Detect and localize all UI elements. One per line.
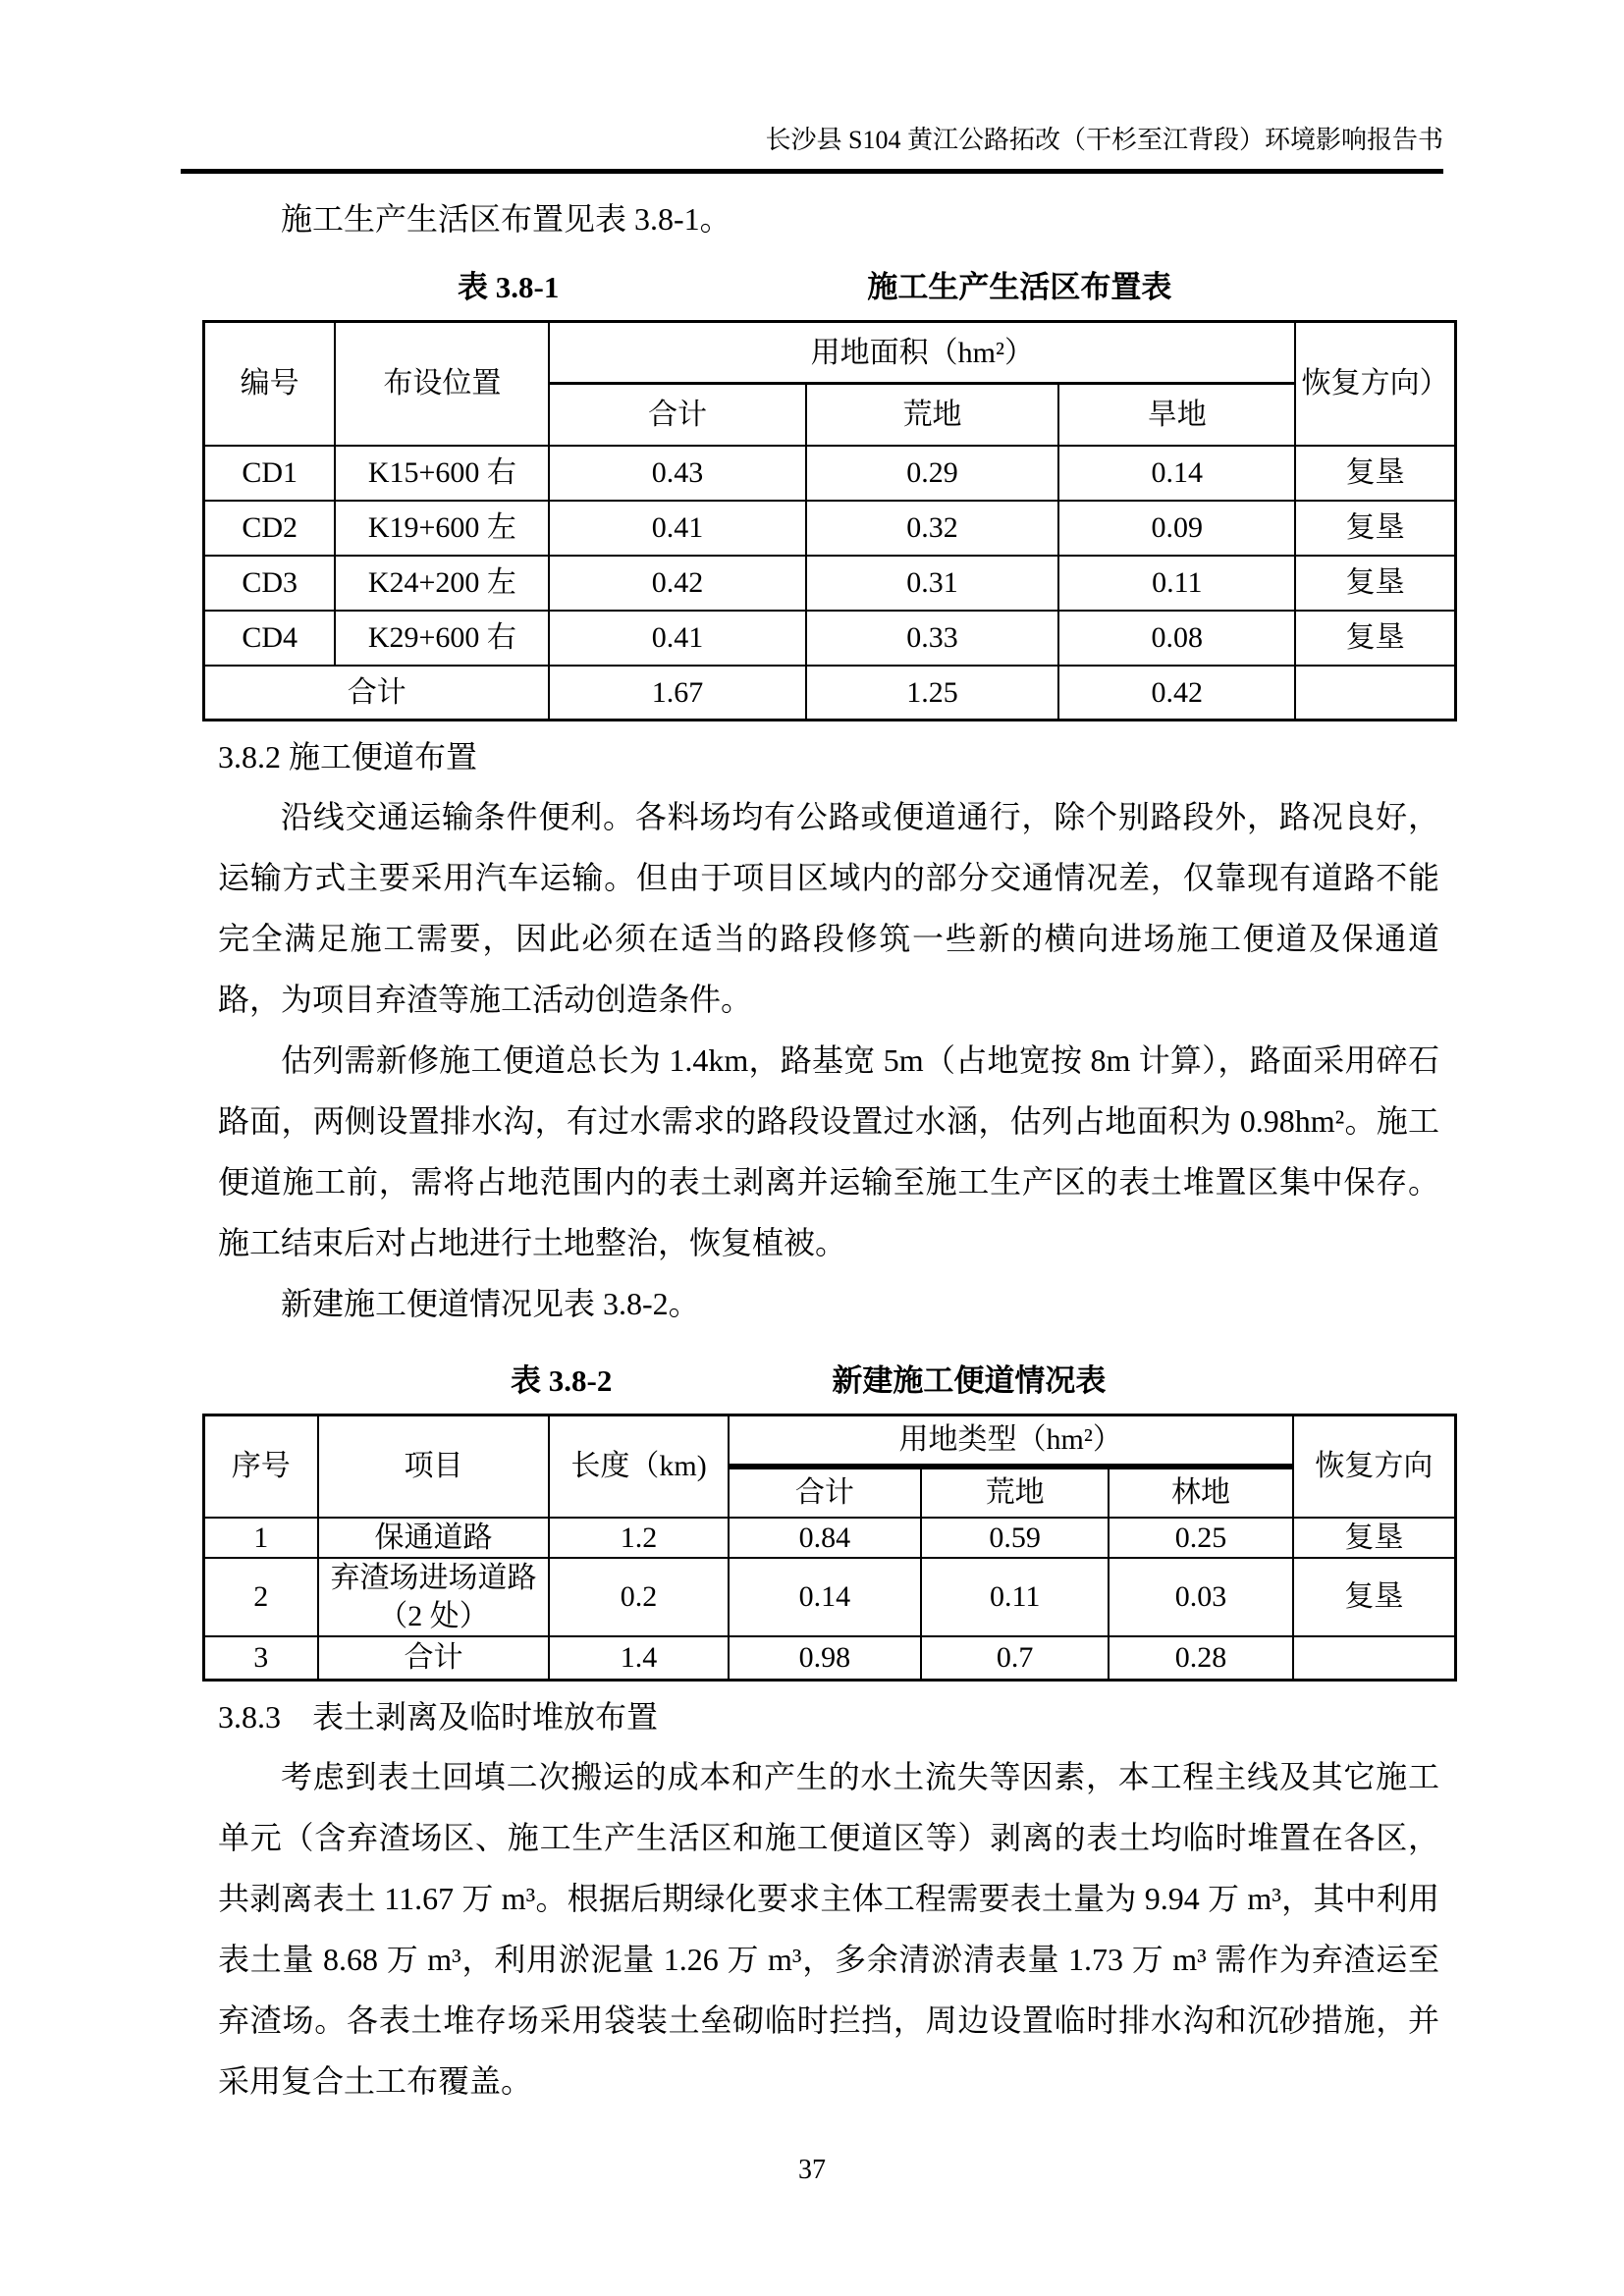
t1-cell-recovery: 复垦 xyxy=(1295,556,1455,611)
table2-caption-number: 表 3.8-2 xyxy=(511,1363,613,1398)
table-row xyxy=(204,1518,1456,1558)
table-row xyxy=(204,611,1456,666)
t2-cell-recovery xyxy=(1293,1636,1456,1681)
t1-cell-total: 0.41 xyxy=(549,501,805,556)
t1-header-id: 编号 xyxy=(204,322,336,446)
t1-cell-id: CD4 xyxy=(204,611,336,666)
t1-cell-location: K15+600 右 xyxy=(335,446,549,501)
t1-cell-total: 0.42 xyxy=(549,556,805,611)
table1-header-row-1 xyxy=(204,322,1456,384)
t2-cell-recovery: 复垦 xyxy=(1293,1518,1456,1558)
t1-header-recovery: 恢复方向） xyxy=(1295,322,1455,446)
t2-cell-total: 0.84 xyxy=(729,1518,921,1558)
t2-cell-length: 1.2 xyxy=(549,1518,728,1558)
t1-cell-location: K24+200 左 xyxy=(335,556,549,611)
t2-header-item: 项目 xyxy=(318,1415,550,1518)
t1-total-label: 合计 xyxy=(204,666,550,721)
t2-cell-length: 0.2 xyxy=(549,1558,728,1636)
table2-header-row-1 xyxy=(204,1415,1456,1467)
construction-living-area-table xyxy=(202,320,1457,721)
t1-header-area-span: 用地面积（hm²） xyxy=(549,322,1295,384)
table1-caption-title: 施工生产生活区布置表 xyxy=(867,270,1172,304)
t1-total-recovery xyxy=(1295,666,1455,721)
t2-header-length: 长度（km) xyxy=(549,1415,728,1518)
page-content xyxy=(218,124,1449,2111)
t2-cell-total: 0.14 xyxy=(729,1558,921,1636)
t2-cell-total: 0.98 xyxy=(729,1636,921,1681)
table-row xyxy=(204,556,1456,611)
t2-cell-item: 合计 xyxy=(318,1636,550,1681)
t2-cell-recovery: 复垦 xyxy=(1293,1558,1456,1636)
section-3-8-3-paragraph-1: 考虑到表土回填二次搬运的成本和产生的水土流失等因素，本工程主线及其它施工单元（含弃渣场区、施工生产生活区和施工便道区等）剥离的表土均临时堆置在各区，共剥离表土 11.67 万 m³。根据后期绿化要求主体工程需要表土量为 9.94 万 m³，其中利用表土量 8.68 万 m³，利用淤泥量 1.26 万 m³，多余清淤清表量 1.73 万 m³ 需作为弃渣运至弃渣场。各表土堆存场采用袋装土垒砌临时拦挡，周边设置临时排水沟和沉砂措施，并采用复合土工布覆盖。 xyxy=(218,1759,1439,2099)
t1-cell-id: CD1 xyxy=(204,446,336,501)
section-3-8-2-paragraph-1: 沿线交通运输条件便利。各料场均有公路或便道通行，除个别路段外，路况良好，运输方式主要采用汽车运输。但由于项目区域内的部分交通情况差，仅靠现有道路不能完全满足施工需要，因此必须在适当的路段修筑一些新的横向进场施工便道及保通道路，为项目弃渣等施工活动创造条件。 xyxy=(218,799,1439,1017)
t1-total-dryland: 0.42 xyxy=(1058,666,1295,721)
t2-cell-length: 1.4 xyxy=(549,1636,728,1681)
t2-header-recovery: 恢复方向 xyxy=(1293,1415,1456,1518)
t1-cell-dryland: 0.08 xyxy=(1058,611,1295,666)
t2-subheader-total: 合计 xyxy=(729,1467,921,1518)
new-access-road-table xyxy=(202,1414,1457,1682)
t1-cell-total: 0.41 xyxy=(549,611,805,666)
t1-cell-dryland: 0.11 xyxy=(1058,556,1295,611)
t1-cell-location: K29+600 右 xyxy=(335,611,549,666)
intro-line: 施工生产生活区布置见表 3.8-1。 xyxy=(281,201,731,237)
section-3-8-2-heading: 3.8.2 施工便道布置 xyxy=(218,739,478,774)
page-header xyxy=(181,124,1443,174)
table-total-row xyxy=(204,666,1456,721)
t2-cell-item: 保通道路 xyxy=(318,1518,550,1558)
t1-cell-dryland: 0.14 xyxy=(1058,446,1295,501)
t2-header-no: 序号 xyxy=(204,1415,318,1518)
section-3-8-2-paragraph-2: 估列需新修施工便道总长为 1.4km，路基宽 5m（占地宽按 8m 计算），路面采用碎石路面，两侧设置排水沟，有过水需求的路段设置过水涵，估列占地面积为 0.98hm²。施工便道施工前，需将占地范围内的表土剥离并运输至施工生产区的表土堆置区集中保存。施工结束后对占地进行土地整治，恢复植被。 xyxy=(218,1042,1439,1260)
t1-cell-wasteland: 0.33 xyxy=(806,611,1059,666)
t1-subheader-total: 合计 xyxy=(549,384,805,446)
table2-caption xyxy=(218,1356,1439,1400)
t1-cell-recovery: 复垦 xyxy=(1295,501,1455,556)
t2-cell-wasteland: 0.7 xyxy=(921,1636,1109,1681)
t1-cell-dryland: 0.09 xyxy=(1058,501,1295,556)
t1-cell-id: CD3 xyxy=(204,556,336,611)
t2-subheader-forest: 林地 xyxy=(1109,1467,1292,1518)
t2-cell-forest: 0.28 xyxy=(1109,1636,1292,1681)
t1-cell-wasteland: 0.32 xyxy=(806,501,1059,556)
t2-cell-no: 2 xyxy=(204,1558,318,1636)
table-row xyxy=(204,501,1456,556)
t1-header-location: 布设位置 xyxy=(335,322,549,446)
t1-subheader-dryland: 旱地 xyxy=(1058,384,1295,446)
table2-caption-title: 新建施工便道情况表 xyxy=(832,1363,1107,1398)
table1-caption xyxy=(218,262,1439,306)
section-3-8-3-heading: 3.8.3 表土剥离及临时堆放布置 xyxy=(218,1699,659,1735)
t1-cell-location: K19+600 左 xyxy=(335,501,549,556)
t1-subheader-wasteland: 荒地 xyxy=(806,384,1059,446)
header-title: 长沙县 S104 黄江公路拓改（干杉至江背段）环境影响报告书 xyxy=(765,126,1443,154)
t1-total-sum: 1.67 xyxy=(549,666,805,721)
t1-cell-wasteland: 0.29 xyxy=(806,446,1059,501)
t1-cell-id: CD2 xyxy=(204,501,336,556)
t1-cell-recovery: 复垦 xyxy=(1295,446,1455,501)
page-number: 37 xyxy=(798,2155,826,2185)
t1-cell-recovery: 复垦 xyxy=(1295,611,1455,666)
t2-cell-wasteland: 0.11 xyxy=(921,1558,1109,1636)
t2-cell-wasteland: 0.59 xyxy=(921,1518,1109,1558)
section-3-8-2-paragraph-3: 新建施工便道情况见表 3.8-2。 xyxy=(281,1286,700,1321)
t2-cell-no: 1 xyxy=(204,1518,318,1558)
t2-cell-forest: 0.03 xyxy=(1109,1558,1292,1636)
t2-cell-item: 弃渣场进场道路（2 处） xyxy=(318,1558,550,1636)
table-row xyxy=(204,446,1456,501)
table-total-row xyxy=(204,1636,1456,1681)
table-row xyxy=(204,1558,1456,1636)
t2-header-landtype-span: 用地类型（hm²） xyxy=(729,1415,1293,1467)
t2-cell-no: 3 xyxy=(204,1636,318,1681)
table1-caption-number: 表 3.8-1 xyxy=(458,270,560,304)
t1-total-wasteland: 1.25 xyxy=(806,666,1059,721)
t1-cell-total: 0.43 xyxy=(549,446,805,501)
t2-subheader-wasteland: 荒地 xyxy=(921,1467,1109,1518)
t1-cell-wasteland: 0.31 xyxy=(806,556,1059,611)
t2-cell-forest: 0.25 xyxy=(1109,1518,1292,1558)
